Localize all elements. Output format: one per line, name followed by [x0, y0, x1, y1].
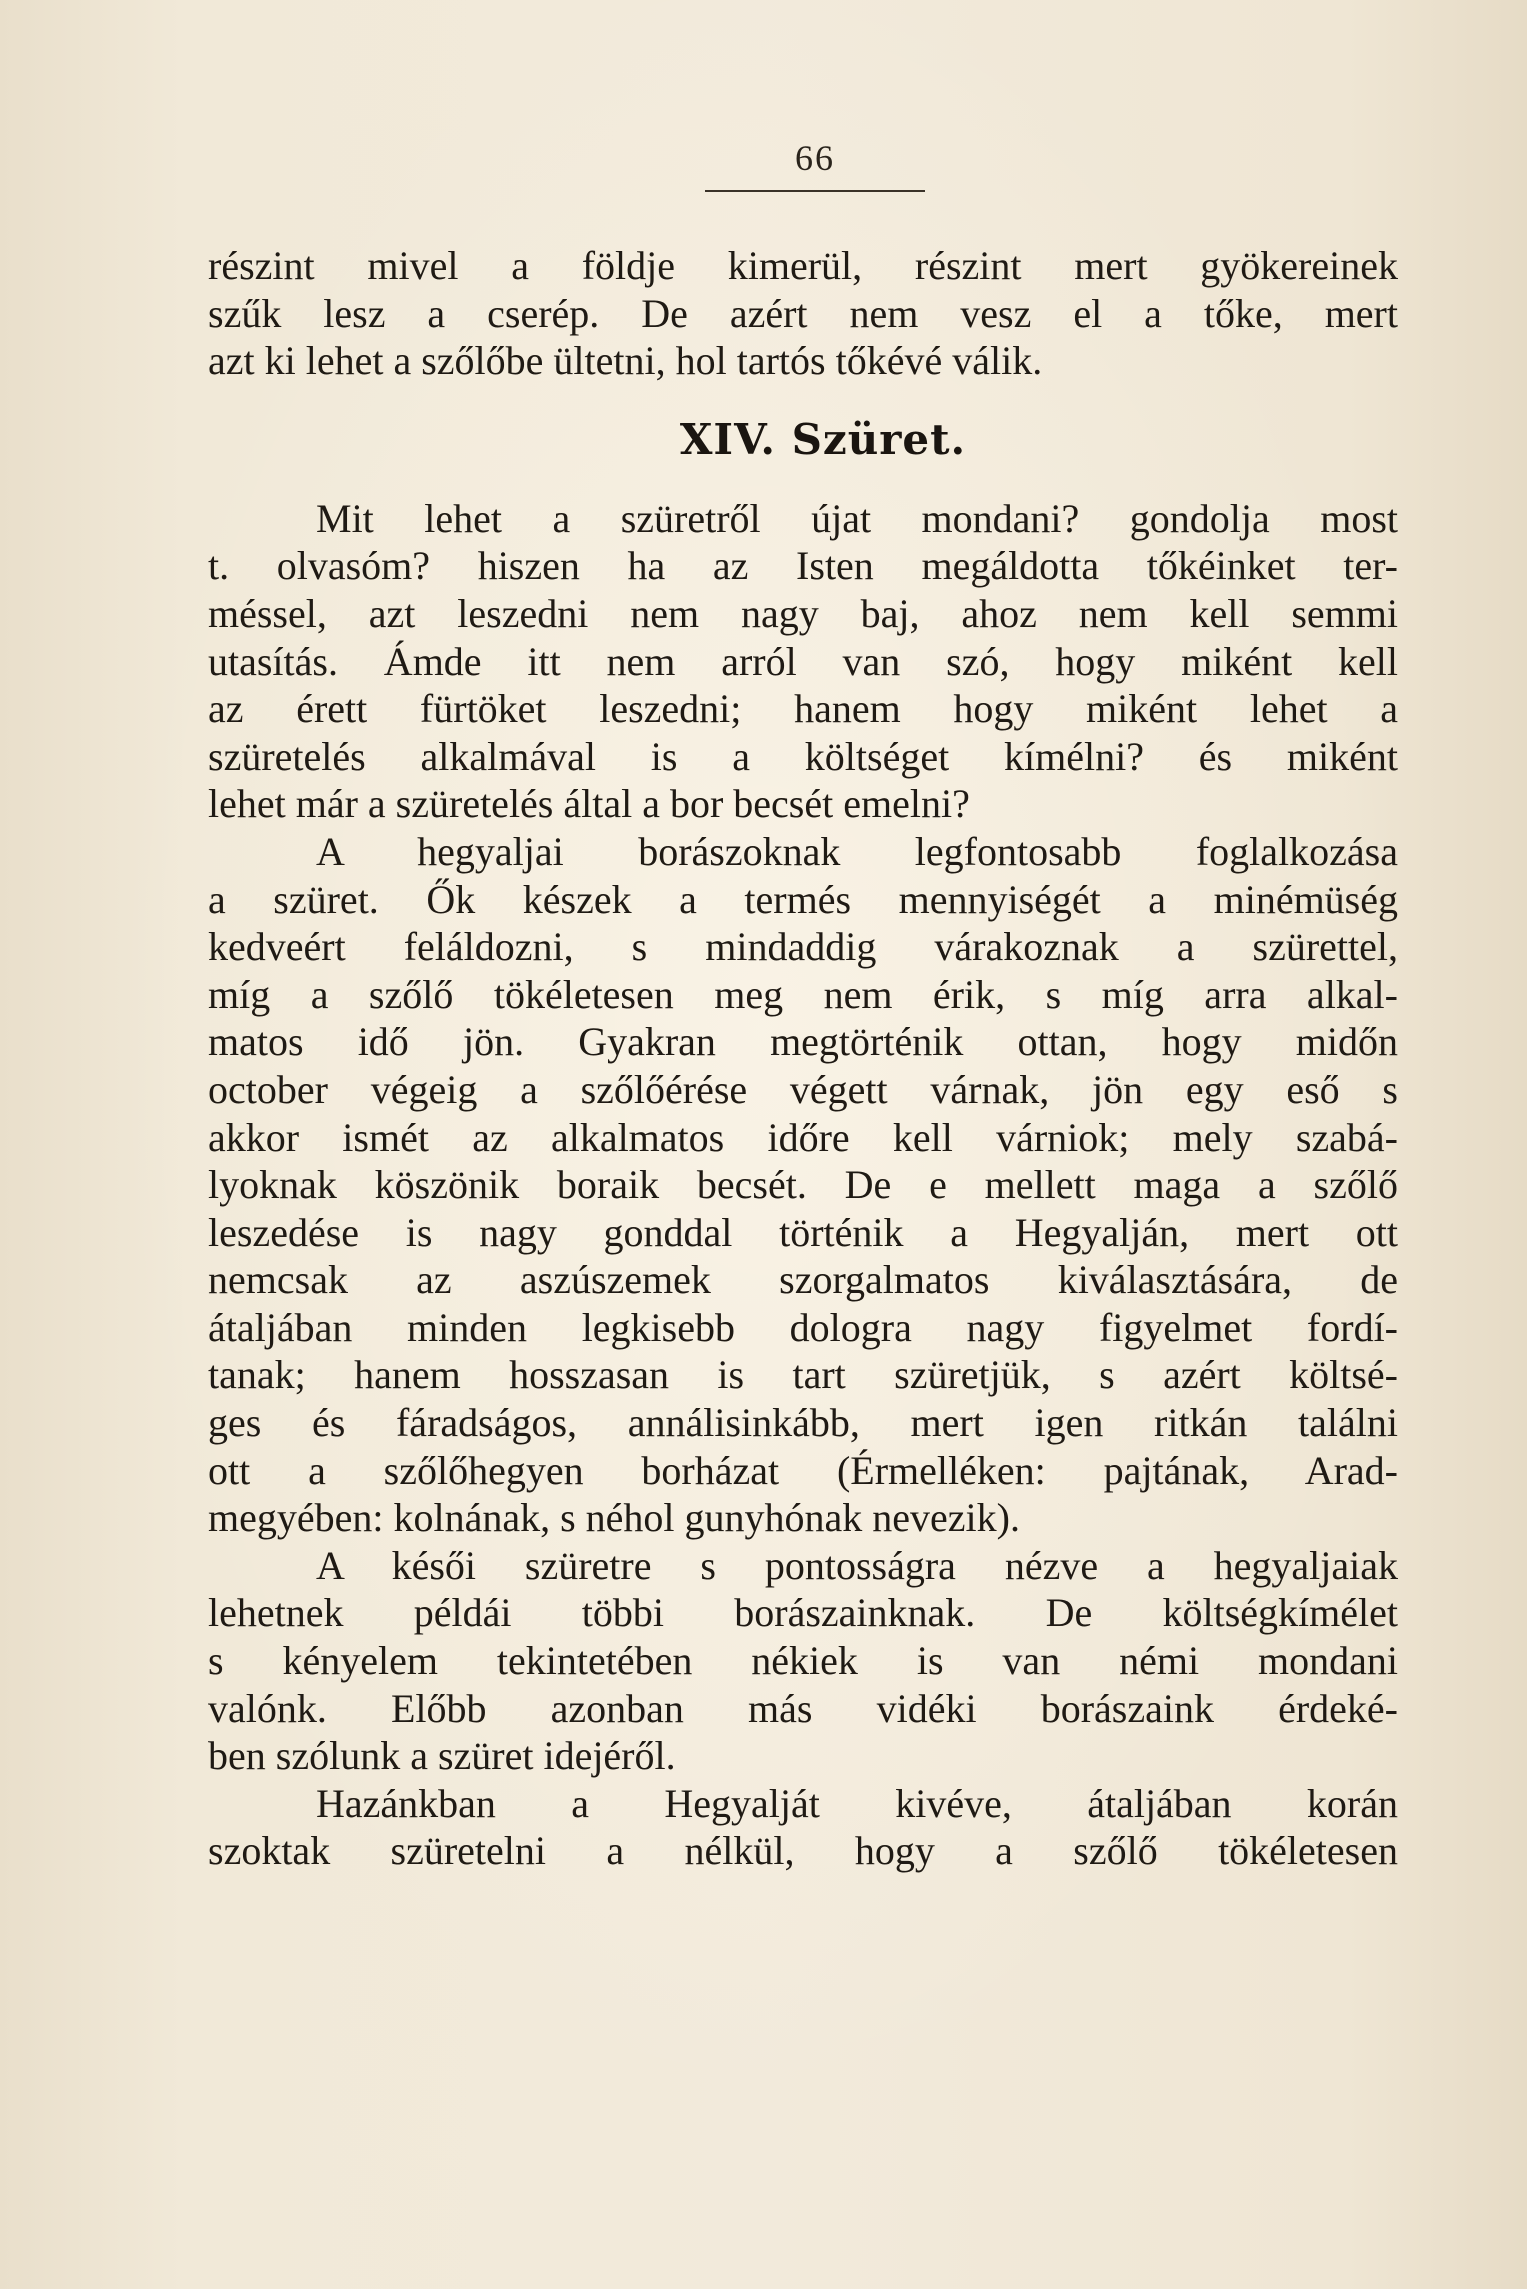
text-line: azt ki lehet a szőlőbe ültetni, hol tartós tőkévé válik. [208, 338, 1043, 384]
text-line: nemcsak az aszúszemek szorgalmatos kiválasztására, de [208, 1257, 1398, 1303]
text-line: leszedése is nagy gonddal történik a Hegyalján, mert ott [208, 1209, 1398, 1255]
page-number: 66 [795, 138, 835, 178]
text-line: míg a szőlő tökéletesen meg nem érik, s míg arra alkal- [208, 971, 1398, 1017]
text-line: méssel, azt leszedni nem nagy baj, ahoz nem kell semmi [208, 590, 1398, 636]
text-line: matos idő jön. Gyakran megtörténik ottan, hogy midőn [208, 1019, 1398, 1065]
text-line: lehetnek példái többi borászainknak. De költségkímélet [208, 1590, 1398, 1636]
section-title: XIV. Szüret. [679, 414, 967, 464]
text-line: october végeig a szőlőérése végett várnak, jön egy eső s [208, 1066, 1398, 1112]
text-line: utasítás. Ámde itt nem arról van szó, hogy miként kell [208, 638, 1398, 684]
text-line: A késői szüretre s pontosságra nézve a hegyaljaiak [316, 1542, 1398, 1588]
text-line: A hegyaljai borászoknak legfontosabb foglalkozása [316, 828, 1398, 874]
header-rule [705, 190, 925, 192]
text-line: tanak; hanem hosszasan is tart szüretjük, s azért költsé- [208, 1352, 1398, 1398]
text-line: az érett fürtöket leszedni; hanem hogy miként lehet a [208, 686, 1398, 732]
text-line: megyében: kolnának, s néhol gunyhónak nevezik). [208, 1495, 1020, 1541]
text-line: akkor ismét az alkalmatos időre kell várniok; mely szabá- [208, 1114, 1398, 1160]
text-line: kedveért feláldozni, s mindaddig várakoznak a szürettel, [208, 924, 1398, 970]
text-line: Mit lehet a szüretről újat mondani? gondolja most [316, 495, 1398, 541]
text-line: szűk lesz a cserép. De azért nem vesz el a tőke, mert [208, 290, 1398, 336]
text-line: lehet már a szüretelés által a bor becsét emelni? [208, 781, 970, 827]
text-line: szoktak szüretelni a nélkül, hogy a szőlő tökéletesen [208, 1828, 1398, 1874]
text-line: ges és fáradságos, annálisinkább, mert igen ritkán találni [208, 1400, 1398, 1446]
text-line: ben szólunk a szüret idejéről. [208, 1733, 676, 1779]
text-line: ott a szőlőhegyen borházat (Érmelléken: pajtának, Arad- [208, 1447, 1398, 1493]
text-line: részint mivel a földje kimerül, részint mert gyökereinek [208, 243, 1398, 288]
text-line: valónk. Előbb azonban más vidéki borászaink érdeké- [208, 1685, 1398, 1731]
text-line: Hazánkban a Hegyalját kivéve, átaljában korán [316, 1780, 1398, 1826]
text-line: átaljában minden legkisebb dologra nagy figyelmet fordí- [208, 1304, 1398, 1350]
text-line: lyoknak köszönik boraik becsét. De e mellett maga a szőlő [208, 1162, 1398, 1208]
text-line: s kényelem tekintetében nékiek is van némi mondani [208, 1638, 1398, 1684]
text-line: szüretelés alkalmával is a költséget kímélni? és miként [208, 733, 1398, 779]
body-text [208, 242, 1398, 1875]
page-header [700, 138, 930, 192]
text-line: t. olvasóm? hiszen ha az Isten megáldotta tőkéinket ter- [208, 543, 1398, 589]
text-line: a szüret. Ők készek a termés mennyiségét a minémüség [208, 876, 1398, 922]
